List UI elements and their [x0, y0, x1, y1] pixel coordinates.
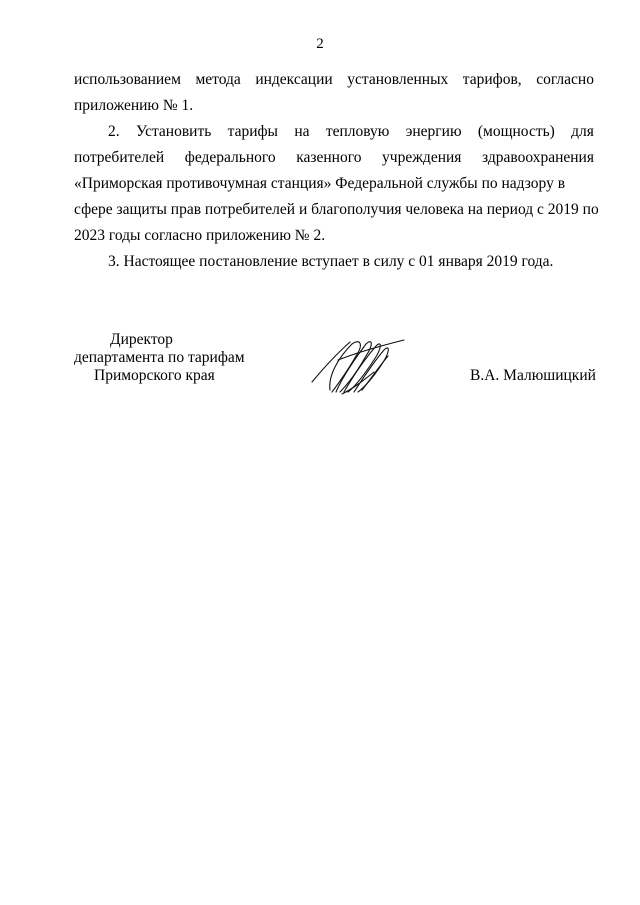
word: установленных	[347, 71, 449, 88]
word: (мощность)	[477, 123, 555, 140]
para1-line2: приложению № 1.	[74, 97, 194, 114]
word: индексации	[255, 71, 333, 88]
para2-line5: 2023 годы согласно приложению № 2.	[74, 227, 326, 244]
word: метода	[195, 71, 241, 88]
signature-stroke	[354, 348, 388, 392]
para2-line4: сфере защиты прав потребителей и благополучия человека на период с 2019 по	[74, 201, 599, 218]
signature-stroke	[342, 372, 374, 394]
signer-title-line1: Директор	[110, 331, 173, 348]
word: энергию	[405, 123, 462, 140]
word: использованием	[74, 71, 181, 88]
para2-line3: «Приморская противочумная станция» Федеральной службы по надзору в	[74, 175, 566, 192]
signer-title-line3: Приморского края	[94, 367, 215, 384]
word: 2.	[108, 123, 120, 140]
word: тепловую	[325, 123, 390, 140]
para3-line1: 3. Настоящее постановление вступает в силу с 01 января 2019 года.	[108, 253, 554, 270]
word: казенного	[296, 149, 362, 166]
word: Установить	[135, 123, 212, 140]
para1-line1	[74, 70, 594, 90]
word: учреждения	[382, 149, 462, 166]
signer-name: В.А. Малюшицкий	[470, 367, 596, 384]
para2-line2	[74, 148, 594, 168]
word: для	[571, 123, 594, 140]
signer-title-line2: департамента по тарифам	[74, 349, 245, 366]
word: тарифы	[227, 123, 278, 140]
word: федерального	[184, 149, 276, 166]
word: здравоохранения	[482, 149, 594, 166]
para2-line1	[108, 122, 594, 142]
word: согласно	[536, 71, 594, 88]
word: тарифов,	[462, 71, 522, 88]
word: потребителей	[74, 149, 165, 166]
word: на	[294, 123, 310, 140]
page-number: 2	[316, 36, 324, 52]
handwritten-signature	[308, 330, 408, 400]
